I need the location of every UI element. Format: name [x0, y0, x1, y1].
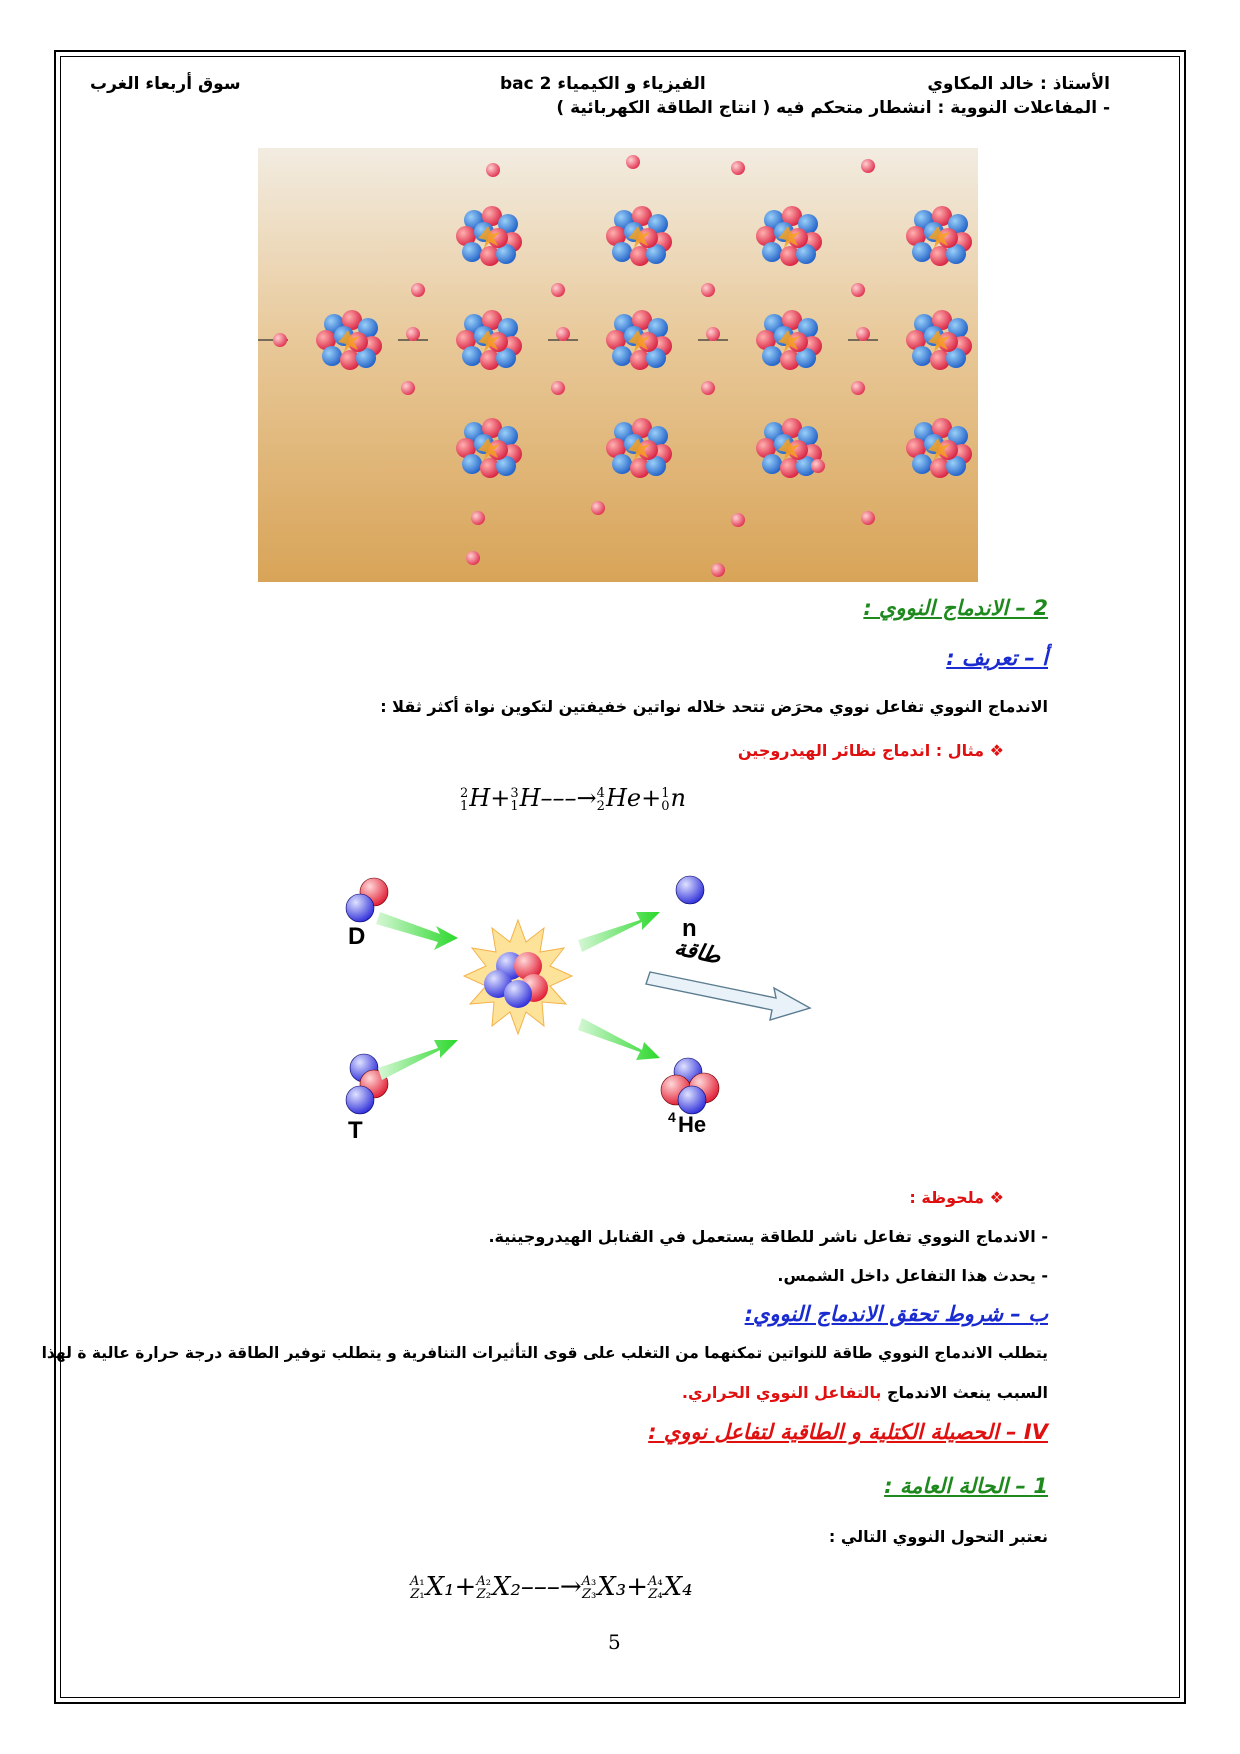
arrow-he-out [578, 1018, 660, 1060]
section-iv-heading: IV – الحصيلة الكتلية و الطاقية لتفاعل نووي : [648, 1420, 1048, 1444]
thermonuclear-term: بالتفاعل النووي الحراري. [681, 1383, 882, 1402]
tritium-nucleus [346, 1054, 388, 1114]
note-line-1: - الاندماج النووي تفاعل ناشر للطاقة يستعمل في القنابل الهيدروجينية. [488, 1227, 1048, 1246]
subject-title: الفيزياء و الكيمياء 2 bac [500, 74, 706, 94]
example-label: ❖ مثال : اندماج نظائر الهيدروجين [737, 741, 1004, 760]
chain-reaction-image [258, 148, 978, 582]
neutron-label: n [682, 915, 697, 942]
definition-heading: أ – تعريف : [946, 646, 1048, 670]
helium-label: He [678, 1112, 707, 1137]
conditions-heading: ب – شروط تحقق الاندماج النووي: [744, 1302, 1048, 1326]
arrow-n-out [578, 912, 660, 952]
deuterium-label: D [348, 923, 366, 950]
fusion-diagram [330, 862, 930, 1172]
note-line-2: - يحدث هذا التفاعل داخل الشمس. [777, 1266, 1048, 1285]
fusion-heading: 2 – الاندماج النووي : [863, 596, 1048, 620]
page-number: 5 [608, 1630, 621, 1654]
general-equation: A₁ Z₁ X₁+ A₂ Z₂ X₂–––→ A₃ Z₃ X₃+ A₄ Z₄ X₄ [410, 1572, 693, 1602]
city-name: سوق أربعاء الغرب [90, 74, 241, 94]
energy-arrow [646, 972, 810, 1020]
helium-nucleus [661, 1058, 719, 1114]
conditions-line-2-text: السبب ينعث الاندماج [881, 1383, 1048, 1402]
note-label: ❖ ملحوظة : [909, 1188, 1004, 1207]
conditions-line-1: يتطلب الاندماج النووي طاقة للنواتين تمكنهما من التغلب على قوى التأثيرات التنافرية و يتطلب توفير الطاقة درجة حرارة عالية ة لهذا [41, 1344, 1048, 1362]
fusion-equation: 2 1 H+ 3 1 H–––→ 4 2 He+ 1 0 n [460, 784, 686, 814]
conditions-line-2 [682, 1383, 1048, 1402]
chain-reaction-illustration [258, 148, 978, 582]
arrow-t-in [378, 1040, 458, 1080]
teacher-name: الأستاذ : خالد المكاوي [927, 74, 1110, 94]
tritium-label: T [348, 1117, 363, 1144]
general-case-heading: 1 – الحالة العامة : [884, 1474, 1048, 1498]
general-case-text: نعتبر التحول النووي التالي : [828, 1527, 1048, 1546]
energy-label: طاقة [672, 935, 723, 970]
arrow-d-in [376, 912, 458, 950]
helium-mass-label: 4 [668, 1109, 676, 1125]
reactor-subtitle: - المفاعلات النووية : انشطار متحكم فيه ( انتاج الطاقة الكهربائية ) [556, 98, 1110, 118]
definition-text: الاندماج النووي تفاعل نووي محرَض تتحد خلاله نواتين خفيفتين لتكوين نواة أكثر ثقلا : [380, 697, 1048, 716]
neutron-particle [676, 876, 704, 904]
